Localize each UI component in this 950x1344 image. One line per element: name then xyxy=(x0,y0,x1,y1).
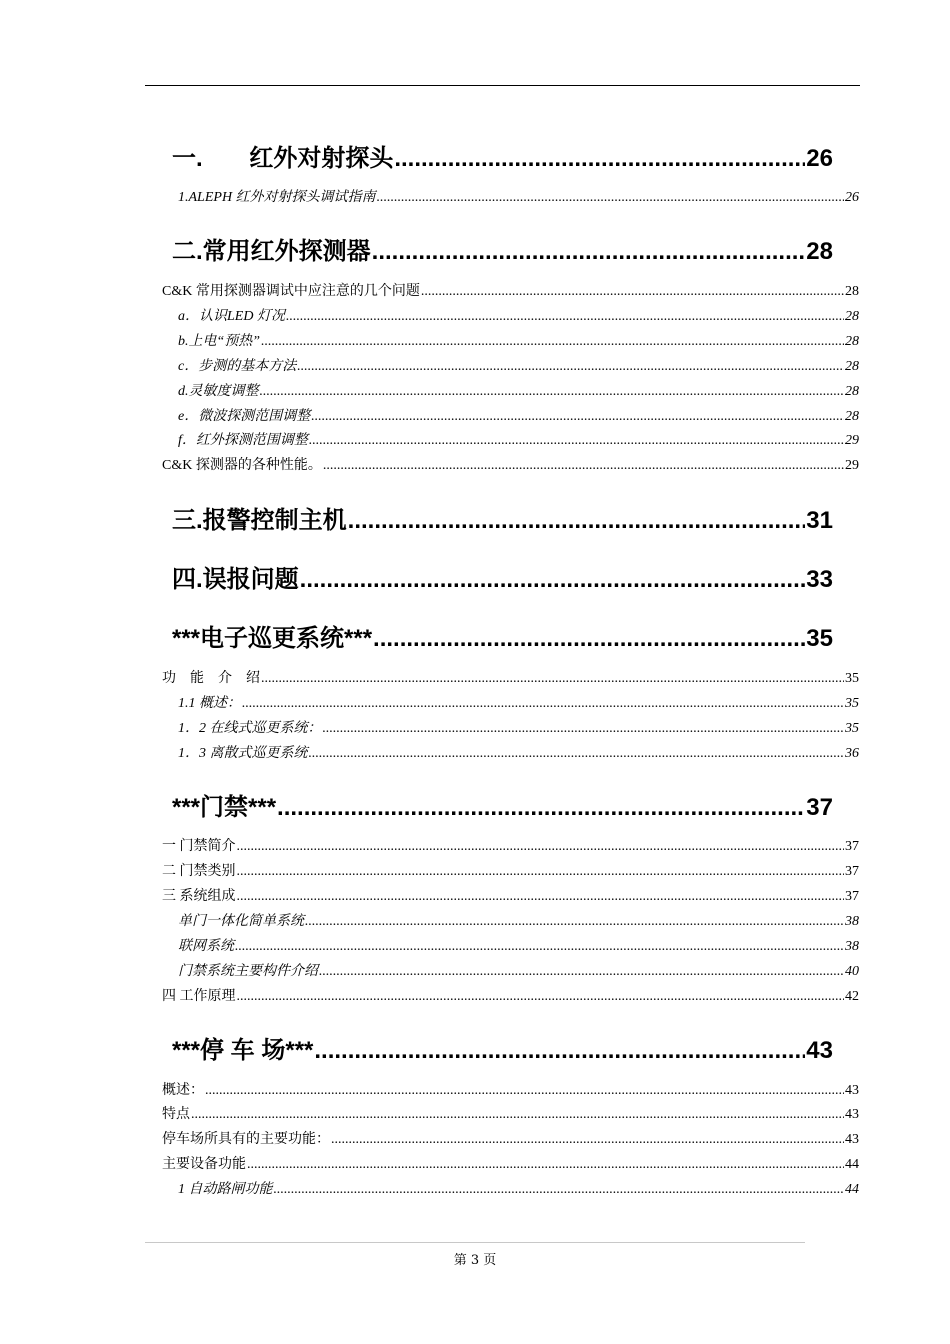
toc-entry[interactable] xyxy=(172,138,833,173)
header-rule xyxy=(145,85,860,86)
toc-entry-title: e．微波探测范围调整 xyxy=(178,409,311,424)
toc-entry-page: 35 xyxy=(845,696,859,711)
toc-entry-title: 三 系统组成 xyxy=(162,889,236,904)
toc-entry[interactable] xyxy=(172,787,833,822)
toc-entry[interactable] xyxy=(178,359,859,375)
toc-entry-title: a．认识LED 灯况 xyxy=(178,309,285,324)
toc-entry[interactable] xyxy=(162,284,859,300)
toc-leader-dots xyxy=(205,1083,844,1099)
toc-entry[interactable] xyxy=(172,231,833,266)
toc-entry-page: 43 xyxy=(845,1107,859,1122)
toc-entry[interactable] xyxy=(162,1157,859,1173)
toc-leader-dots xyxy=(237,864,845,880)
toc-entry-title: 四.误报问题 xyxy=(172,566,299,593)
toc-leader-dots xyxy=(237,989,845,1005)
toc-leader-dots xyxy=(261,334,844,350)
toc-entry-page: 35 xyxy=(806,625,833,652)
toc-leader-dots xyxy=(309,433,844,449)
toc-entry[interactable] xyxy=(178,384,859,400)
toc-entry-page: 29 xyxy=(845,433,859,448)
toc-entry[interactable] xyxy=(178,696,859,712)
toc-entry-page: 38 xyxy=(845,914,859,929)
toc-entry[interactable] xyxy=(162,989,859,1005)
toc-entry-title: ***停 车 场*** xyxy=(172,1037,314,1064)
toc-entry-page: 44 xyxy=(845,1157,859,1172)
toc-entry[interactable] xyxy=(162,864,859,880)
toc-entry-title: 1.1 概述： xyxy=(178,696,241,711)
toc-leader-dots xyxy=(331,1132,844,1148)
toc-leader-dots xyxy=(348,507,806,535)
toc-entry[interactable] xyxy=(162,1083,859,1099)
toc-leader-dots xyxy=(319,964,844,980)
toc-leader-dots xyxy=(286,309,844,325)
toc-entry-page: 35 xyxy=(845,721,859,736)
toc-leader-dots xyxy=(323,458,844,474)
toc-leader-dots xyxy=(421,284,844,300)
toc-entry-title: 1．3 离散式巡更系统 xyxy=(178,746,308,761)
toc-entry-title: 联网系统 xyxy=(178,939,234,954)
toc-leader-dots xyxy=(274,1182,845,1198)
toc-leader-dots xyxy=(377,190,844,206)
toc-entry-title: 1 自动路闸功能 xyxy=(178,1182,273,1197)
toc-entry-title: 1.ALEPH 红外对射探头调试指南 xyxy=(178,190,376,205)
toc-entry-page: 42 xyxy=(845,989,859,1004)
toc-entry-page: 37 xyxy=(806,794,833,821)
toc-entry-title: 三.报警控制主机 xyxy=(172,507,347,534)
toc-leader-dots xyxy=(314,1037,805,1065)
toc-entry-title: 二 门禁类别 xyxy=(162,864,236,879)
toc-entry[interactable] xyxy=(178,409,859,425)
toc-entry-page: 35 xyxy=(845,671,859,686)
toc-entry[interactable] xyxy=(178,964,859,980)
toc-entry-title: 停车场所具有的主要功能： xyxy=(162,1132,330,1147)
toc-leader-dots xyxy=(300,566,806,594)
toc-entry-page: 36 xyxy=(845,746,859,761)
toc-entry[interactable] xyxy=(178,914,859,930)
toc-entry-title: 1．2 在线式巡更系统： xyxy=(178,721,322,736)
toc-entry-title: 功 能 介 绍 xyxy=(162,671,260,686)
toc-entry[interactable] xyxy=(178,190,859,206)
page-number: 第 3 页 xyxy=(453,1253,497,1268)
toc-entry[interactable] xyxy=(172,500,833,535)
toc-entry-title: 主要设备功能 xyxy=(162,1157,246,1172)
toc-entry-page: 28 xyxy=(845,309,859,324)
toc-leader-dots xyxy=(261,671,844,687)
toc-leader-dots xyxy=(235,939,844,955)
toc-entry-page: 44 xyxy=(845,1182,859,1197)
toc-entry-page: 43 xyxy=(806,1037,833,1064)
toc-leader-dots xyxy=(237,889,845,905)
toc-entry-page: 33 xyxy=(806,566,833,593)
toc-entry[interactable] xyxy=(178,334,859,350)
toc-leader-dots xyxy=(297,359,844,375)
toc-entry-title: 四 工作原理 xyxy=(162,989,236,1004)
toc-leader-dots xyxy=(323,721,845,737)
toc-entry[interactable] xyxy=(178,309,859,325)
toc-entry-title: d.灵敏度调整 xyxy=(178,384,259,399)
toc-leader-dots xyxy=(394,145,805,173)
toc-entry[interactable] xyxy=(178,746,859,762)
toc-entry-page: 38 xyxy=(845,939,859,954)
toc-entry-title: f．红外探测范围调整 xyxy=(178,433,308,448)
toc-entry-page: 43 xyxy=(845,1083,859,1098)
toc-entry[interactable] xyxy=(172,618,833,653)
toc-entry-title: 特点 xyxy=(162,1107,190,1122)
toc-leader-dots xyxy=(260,384,845,400)
toc-entry[interactable] xyxy=(172,559,833,594)
toc-leader-dots xyxy=(247,1157,844,1173)
toc-leader-dots xyxy=(305,914,844,930)
toc-entry-page: 29 xyxy=(845,458,859,473)
toc-entry[interactable] xyxy=(172,1030,833,1065)
toc-entry-page: 28 xyxy=(845,384,859,399)
toc-leader-dots xyxy=(311,409,844,425)
toc-entry[interactable] xyxy=(178,1182,859,1198)
toc-entry[interactable] xyxy=(162,889,859,905)
toc-entry-title: 一. 红外对射探头 xyxy=(172,145,394,172)
toc-entry-page: 37 xyxy=(845,864,859,879)
toc-entry-page: 31 xyxy=(806,507,833,534)
toc-leader-dots xyxy=(309,746,845,762)
toc-entry[interactable] xyxy=(162,1132,859,1148)
toc-entry-page: 28 xyxy=(845,359,859,374)
toc-entry[interactable] xyxy=(162,671,859,687)
toc-entry[interactable] xyxy=(178,721,859,737)
toc-entry-title: 单门一体化简单系统 xyxy=(178,914,304,929)
toc-entry-page: 26 xyxy=(806,145,833,172)
toc-entry-page: 28 xyxy=(845,334,859,349)
toc-entry-title: 二.常用红外探测器 xyxy=(172,238,371,265)
toc-entry-title: ***电子巡更系统*** xyxy=(172,625,373,652)
toc-leader-dots xyxy=(191,1107,844,1123)
toc-entry-title: 一 门禁简介 xyxy=(162,839,236,854)
toc-entry-page: 28 xyxy=(845,284,859,299)
toc-entry-title: b.上电“预热” xyxy=(178,334,261,349)
toc-leader-dots xyxy=(372,238,806,266)
toc-entry-title: ***门禁*** xyxy=(172,794,277,821)
toc-entry-page: 40 xyxy=(845,964,859,979)
toc-entry-page: 28 xyxy=(845,409,859,424)
toc-entry-page: 43 xyxy=(845,1132,859,1147)
toc-leader-dots xyxy=(242,696,844,712)
footer-rule xyxy=(145,1242,805,1243)
toc-entry-page: 37 xyxy=(845,889,859,904)
toc-entry[interactable] xyxy=(162,839,859,855)
toc-entry[interactable] xyxy=(162,458,859,474)
toc-entry-page: 26 xyxy=(845,190,859,205)
toc-entry-title: C&K 探测器的各种性能。 xyxy=(162,458,322,473)
toc-entry[interactable] xyxy=(162,1107,859,1123)
toc-entry-title: c．步测的基本方法 xyxy=(178,359,297,374)
toc-leader-dots xyxy=(373,625,805,653)
toc-entry[interactable] xyxy=(178,939,859,955)
toc-entry-title: C&K 常用探测器调试中应注意的几个问题 xyxy=(162,284,420,299)
toc-leader-dots xyxy=(277,794,805,822)
toc-entry-page: 37 xyxy=(845,839,859,854)
toc-entry[interactable] xyxy=(178,433,859,449)
toc-entry-title: 门禁系统主要构件介绍 xyxy=(178,964,318,979)
toc-entry-title: 概述： xyxy=(162,1083,204,1098)
toc-entry-page: 28 xyxy=(806,238,833,265)
toc-leader-dots xyxy=(237,839,845,855)
